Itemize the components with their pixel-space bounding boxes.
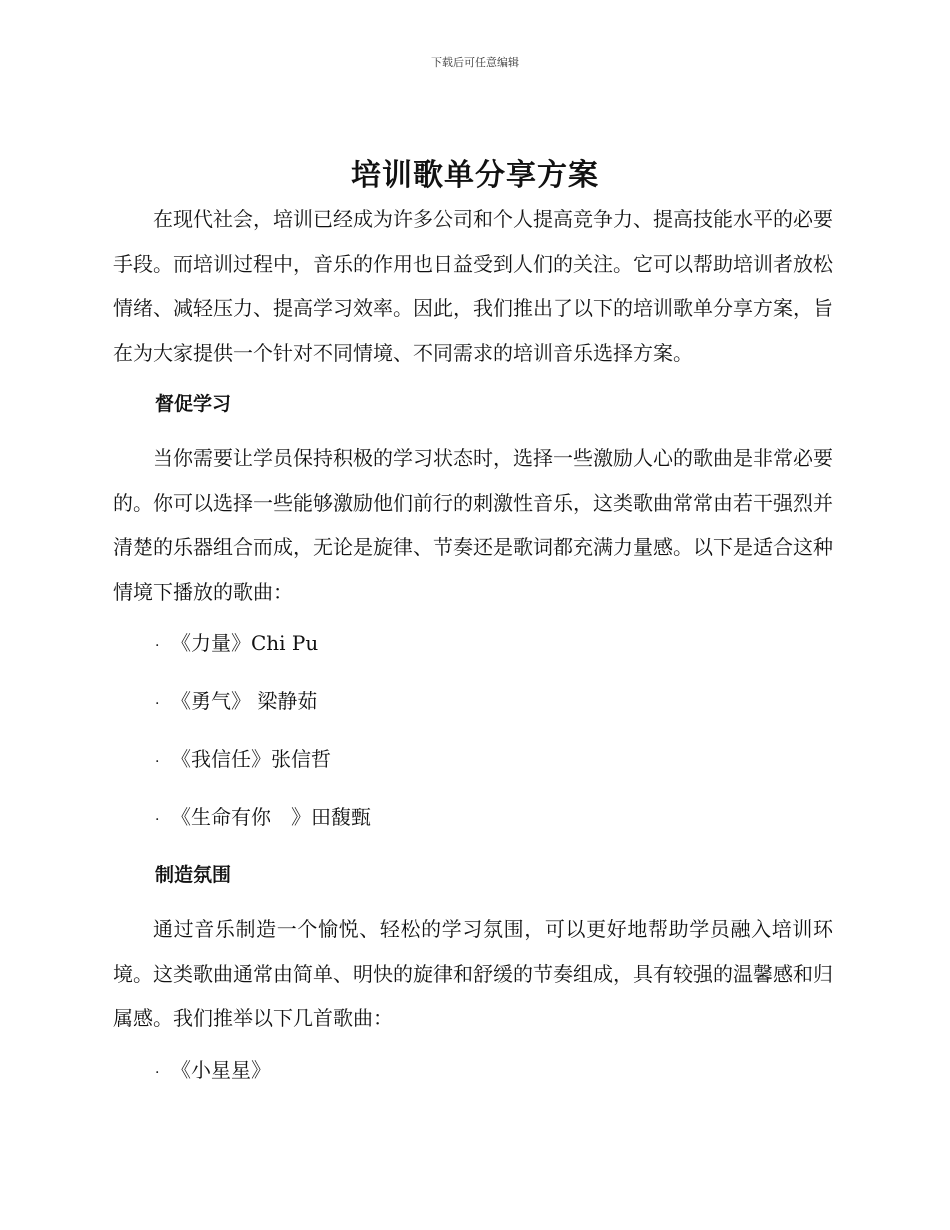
- song-title: 《勇气》 梁静茹: [171, 689, 318, 713]
- song-item: [113, 802, 833, 835]
- song-title: 《力量》Chi Pu: [171, 631, 319, 655]
- song-item: [113, 686, 833, 719]
- header-note: 下载后可任意编辑: [431, 56, 519, 69]
- document-body: [113, 197, 833, 1088]
- song-title: 《我信任》张信哲: [171, 747, 331, 771]
- section-heading-atmosphere: 制造氛围: [155, 864, 232, 886]
- bullet-icon: ·: [155, 1064, 160, 1081]
- bullet-icon: ·: [155, 812, 160, 828]
- document-title: 培训歌单分享方案: [351, 158, 599, 193]
- song-item: [113, 628, 833, 661]
- song-title: 《生命有你 》田馥甄: [171, 805, 371, 829]
- song-item: [113, 744, 833, 777]
- bullet-icon: ·: [155, 754, 160, 770]
- section-paragraph-atmosphere: 通过音乐制造一个愉悦、轻松的学习氛围，可以更好地帮助学员融入培训环境。这类歌曲通常由简单、明快的旋律和舒缓的节奏组成，具有较强的温馨感和归属感。我们推举以下几首歌曲：: [113, 917, 833, 1030]
- bullet-icon: ·: [155, 638, 160, 654]
- section-paragraph-study: 当你需要让学员保持积极的学习状态时，选择一些激励人心的歌曲是非常必要的。你可以选择一些能够激励他们前行的刺激性音乐，这类歌曲常常由若干强烈并清楚的乐器组合而成，无论是旋律、节奏还是歌词都充满力量感。以下是适合这种情境下播放的歌曲：: [113, 446, 833, 604]
- bullet-icon: ·: [155, 696, 160, 712]
- song-title: 《小星星》: [171, 1057, 271, 1082]
- song-item: [113, 1055, 833, 1088]
- intro-paragraph: 在现代社会，培训已经成为许多公司和个人提高竞争力、提高技能水平的必要手段。而培训过程中，音乐的作用也日益受到人们的关注。它可以帮助培训者放松情绪、减轻压力、提高学习效率。因此，我们推出了以下的培训歌单分享方案，旨在为大家提供一个针对不同情境、不同需求的培训音乐选择方案。: [113, 207, 833, 365]
- section-heading-study: 督促学习: [155, 393, 232, 415]
